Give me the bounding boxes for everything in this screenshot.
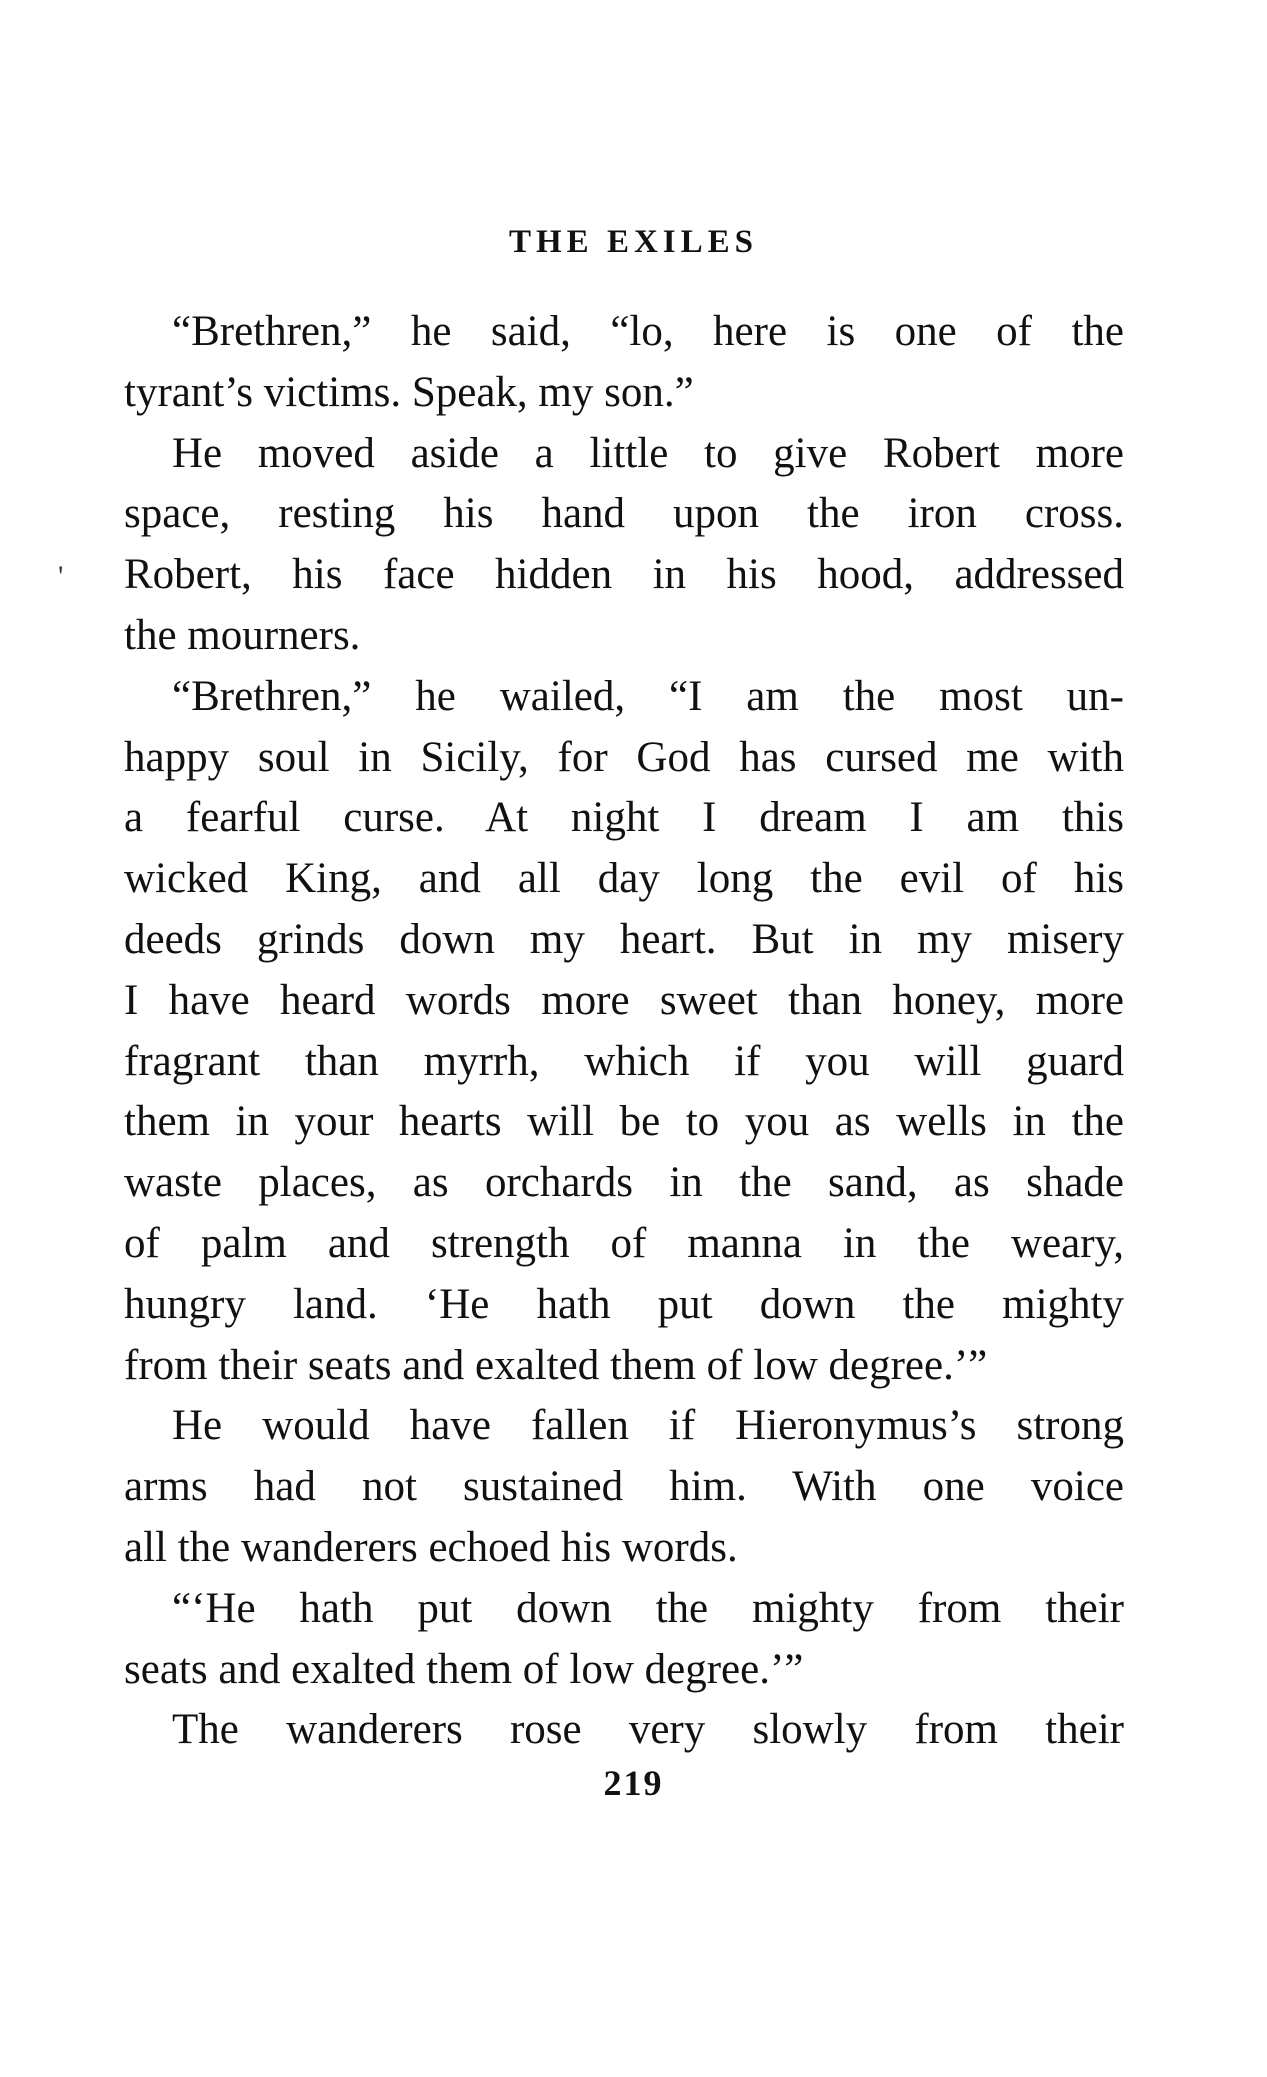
page-number: 219 — [603, 1763, 664, 1803]
text-line: deeds grinds down my heart. But in my misery — [124, 915, 1124, 963]
text-line: space, resting his hand upon the iron cross. — [124, 490, 1124, 538]
running-head: THE EXILES — [509, 224, 758, 260]
text-line: hungry land. ‘He hath put down the mighty — [124, 1280, 1124, 1328]
text-line: arms had not sustained him. With one voice — [124, 1463, 1124, 1511]
text-line: Robert, his face hidden in his hood, addressed — [124, 551, 1124, 599]
text-line: all the wanderers echoed his words. — [124, 1523, 738, 1571]
text-line: waste places, as orchards in the sand, as shade — [124, 1159, 1124, 1207]
text-line: happy soul in Sicily, for God has cursed me with — [124, 733, 1124, 781]
text-line: wicked King, and all day long the evil of his — [124, 855, 1124, 903]
text-line: He would have fallen if Hieronymus’s strong — [172, 1402, 1124, 1450]
text-line: “Brethren,” he wailed, “I am the most un- — [172, 672, 1124, 720]
text-line: a fearful curse. At night I dream I am this — [124, 794, 1124, 842]
text-line: from their seats and exalted them of low degree.’” — [124, 1341, 988, 1389]
text-line: He moved aside a little to give Robert more — [172, 429, 1124, 477]
text-line: them in your hearts will be to you as wells in the — [124, 1098, 1124, 1146]
text-line: The wanderers rose very slowly from their — [172, 1706, 1124, 1754]
text-line: of palm and strength of manna in the weary, — [124, 1219, 1124, 1267]
text-line: seats and exalted them of low degree.’” — [124, 1645, 804, 1693]
text-line: “‘He hath put down the mighty from their — [172, 1584, 1124, 1632]
text-line: the mourners. — [124, 611, 361, 659]
text-line: fragrant than myrrh, which if you will guard — [124, 1037, 1124, 1085]
text-line: “Brethren,” he said, “lo, here is one of the — [172, 308, 1124, 355]
text-line: tyrant’s victims. Speak, my son.” — [124, 368, 694, 416]
stray-mark: ' — [58, 560, 64, 593]
body-text — [124, 302, 1124, 1761]
text-line: I have heard words more sweet than honey, more — [124, 976, 1124, 1024]
